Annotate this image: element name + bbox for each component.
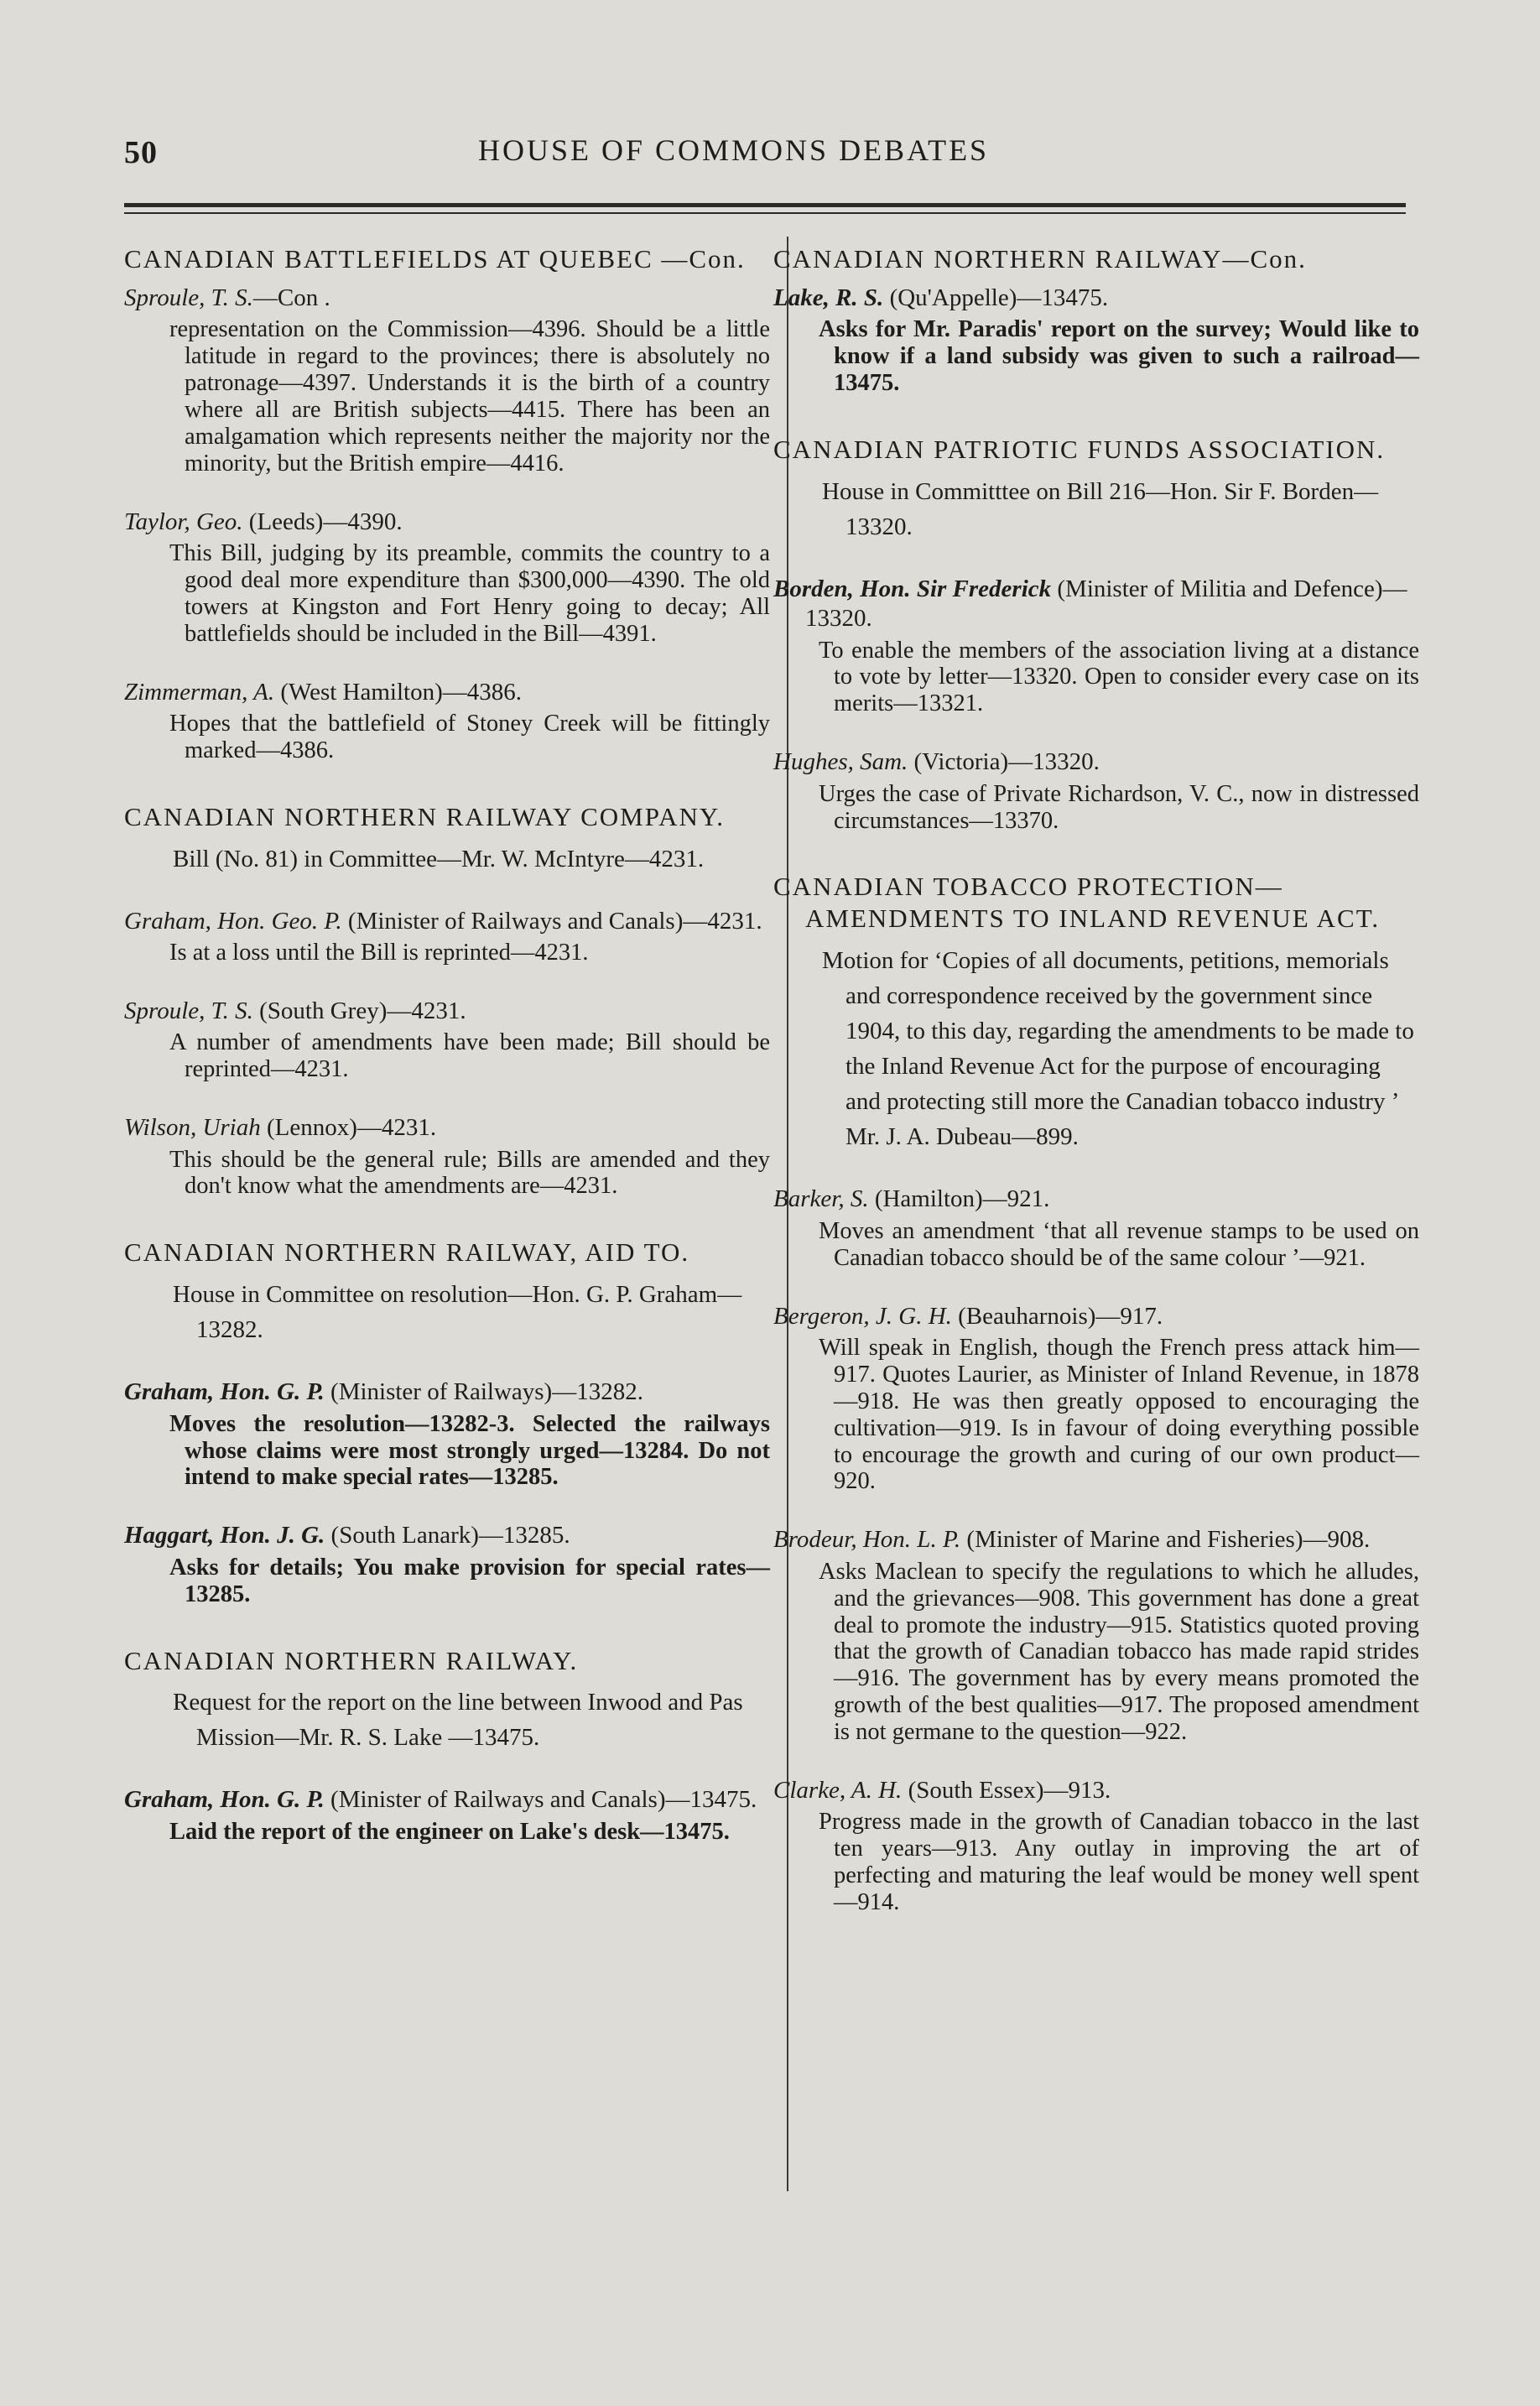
speaker-line xyxy=(773,1525,1419,1555)
speaker-detail: (South Lanark)—13285. xyxy=(325,1522,570,1549)
speaker-detail: (Hamilton)—921. xyxy=(868,1185,1050,1213)
speaker-entry xyxy=(773,1525,1419,1746)
section-heading: CANADIAN NORTHERN RAILWAY—Con. xyxy=(773,244,1307,273)
speaker-line xyxy=(773,284,1419,313)
speaker-name: Clarke, A. H. xyxy=(773,1777,903,1804)
speaker-name: Sproule, T. S. xyxy=(124,284,253,311)
speaker-name: Graham, Hon. Geo. P. xyxy=(124,907,342,935)
entry-body: This Bill, judging by its preamble, commits the country to a good deal more expenditure than $300,000—4390. The old towers at Kingston and Fort Henry going to decay; All battlefields should be included in the Bill—4391. xyxy=(169,540,770,647)
entry-body: Moves the resolution—13282-3. Selected the railways whose claims were most strongly urged—13284. Do not intend to make special rates—13285. xyxy=(169,1410,770,1491)
speaker-detail: (Minister of Railways and Canals)—13475. xyxy=(324,1786,757,1814)
speaker-detail: (South Grey)—4231. xyxy=(252,997,466,1024)
speaker-entry xyxy=(124,284,770,477)
entry-body: Asks for details; You make provision for special rates—13285. xyxy=(169,1554,770,1607)
speaker-entry xyxy=(124,997,770,1083)
speaker-line xyxy=(773,1776,1419,1805)
speaker-name: Barker, S. xyxy=(773,1185,869,1213)
speaker-line xyxy=(124,678,770,707)
speaker-detail: (Victoria)—13320. xyxy=(908,748,1100,776)
speaker-detail: —Con . xyxy=(252,284,330,311)
entry-body: This should be the general rule; Bills are amended and they don't know what the amendments are—4231. xyxy=(169,1146,770,1200)
speaker-detail: (Lennox)—4231. xyxy=(260,1114,437,1142)
page-number: 50 xyxy=(124,135,158,170)
speaker-name: Graham, Hon. G. P. xyxy=(124,1786,325,1814)
section-lead: Motion for ‘Copies of all documents, petitions, memorials and correspondence received by the government since 1904, to this day, regarding the amendments to be made to the Inland Revenue Act for the purpose of encouraging and protecting still more the Canadian tobacco industry ’ Mr. J. A. Dubeau—899. xyxy=(822,947,1414,1151)
speaker-entry xyxy=(124,508,770,648)
section-lead: House in Committtee on Bill 216—Hon. Sir F. Borden—13320. xyxy=(822,477,1379,540)
header-rule-thin xyxy=(124,212,1406,214)
speaker-name: Graham, Hon. G. P. xyxy=(124,1378,325,1406)
section-lead: Bill (No. 81) in Committee—Mr. W. McIntyre—4231. xyxy=(173,845,705,872)
speaker-line xyxy=(773,1302,1419,1331)
speaker-entry xyxy=(124,1377,770,1491)
header-rule-thick xyxy=(124,203,1406,207)
speaker-line xyxy=(124,1521,770,1550)
speaker-detail: (Beauharnois)—917. xyxy=(951,1302,1163,1330)
section-heading: CANADIAN BATTLEFIELDS AT QUEBEC —Con. xyxy=(124,244,746,273)
speaker-detail: (West Hamilton)—4386. xyxy=(274,678,522,706)
section-lead: House in Committee on resolution—Hon. G. P. Graham—13282. xyxy=(173,1281,742,1344)
speaker-entry xyxy=(773,575,1419,717)
speaker-entry xyxy=(773,284,1419,397)
speaker-entry xyxy=(124,1521,770,1607)
speaker-line xyxy=(124,1113,770,1143)
speaker-detail: (Leeds)—4390. xyxy=(242,508,403,535)
section-lead: Request for the report on the line between Inwood and Pas Mission—Mr. R. S. Lake —13475. xyxy=(173,1689,743,1752)
section-heading: CANADIAN NORTHERN RAILWAY COMPANY. xyxy=(124,801,726,831)
section-heading: CANADIAN TOBACCO PROTECTION—AMENDMENTS TO INLAND REVENUE ACT. xyxy=(773,872,1381,934)
speaker-detail: (Minister of Militia and Defence)—13320. xyxy=(805,575,1407,633)
speaker-name: Lake, R. S. xyxy=(773,284,884,311)
speaker-line xyxy=(124,1377,770,1407)
entry-body: To enable the members of the association living at a distance to vote by letter—13320. Open to consider every case on its merits—13321. xyxy=(819,637,1419,717)
speaker-line xyxy=(773,747,1419,777)
section-heading: CANADIAN NORTHERN RAILWAY. xyxy=(124,1645,579,1675)
speaker-detail: (Qu'Appelle)—13475. xyxy=(883,284,1109,311)
speaker-entry xyxy=(773,1302,1419,1496)
speaker-line xyxy=(124,1785,770,1815)
speaker-name: Bergeron, J. G. H. xyxy=(773,1302,952,1330)
entry-body: Asks Maclean to specify the regulations to which he alludes, and the grievances—908. This government has done a great deal to promote the industry—915. Statistics quoted proving that the growth of Canadian tobacco has made rapid strides—916. The government has by every means promoted the growth of the best qualities—917. The proposed amendment is not germane to the question—922. xyxy=(819,1558,1419,1746)
entry-body: Is at a loss until the Bill is reprinted—4231. xyxy=(169,940,589,966)
speaker-detail: (Minister of Marine and Fisheries)—908. xyxy=(960,1526,1371,1554)
speaker-name: Zimmerman, A. xyxy=(124,678,275,706)
speaker-detail: (Minister of Railways and Canals)—4231. xyxy=(341,907,762,935)
speaker-line xyxy=(124,508,770,537)
speaker-name: Brodeur, Hon. L. P. xyxy=(773,1526,961,1554)
section-heading: CANADIAN PATRIOTIC FUNDS ASSOCIATION. xyxy=(773,434,1386,464)
entry-body: Asks for Mr. Paradis' report on the survey; Would like to know if a land subsidy was given to such a railroad—13475. xyxy=(819,316,1419,396)
speaker-name: Borden, Hon. Sir Frederick xyxy=(773,575,1052,602)
entry-body: A number of amendments have been made; Bill should be reprinted—4231. xyxy=(169,1029,770,1083)
entry-body: Laid the report of the engineer on Lake's desk—13475. xyxy=(169,1818,730,1845)
speaker-entry xyxy=(124,1113,770,1200)
speaker-detail: (Minister of Railways)—13282. xyxy=(324,1378,643,1406)
speaker-name: Sproule, T. S. xyxy=(124,997,253,1024)
entry-body: Will speak in English, though the French press attack him—917. Quotes Laurier, as Minister of Inland Revenue, in 1878—918. He was then greatly opposed to encouraging the cultivation—919. Is in favour of doing everything possible to encourage the growth and curing of our own product—920. xyxy=(819,1334,1419,1495)
speaker-entry xyxy=(773,747,1419,834)
entry-body: Urges the case of Private Richardson, V. C., now in distressed circumstances—13370. xyxy=(819,780,1419,834)
speaker-name: Taylor, Geo. xyxy=(124,508,243,535)
speaker-entry xyxy=(124,907,770,966)
speaker-line xyxy=(124,907,770,936)
speaker-line xyxy=(773,575,1419,634)
right-column xyxy=(773,243,1419,1916)
speaker-detail: (South Essex)—913. xyxy=(902,1777,1111,1804)
speaker-entry xyxy=(773,1185,1419,1271)
entry-body: Hopes that the battlefield of Stoney Creek will be fittingly marked—4386. xyxy=(169,711,770,763)
entry-body: Progress made in the growth of Canadian tobacco in the last ten years—913. Any outlay in improving the art of perfecting and maturing the leaf would be money well spent—914. xyxy=(819,1809,1419,1916)
speaker-name: Wilson, Uriah xyxy=(124,1114,261,1142)
speaker-entry xyxy=(773,1776,1419,1916)
running-title: HOUSE OF COMMONS DEBATES xyxy=(478,133,990,167)
speaker-line xyxy=(124,997,770,1026)
speaker-entry xyxy=(124,678,770,764)
section-heading: CANADIAN NORTHERN RAILWAY, AID TO. xyxy=(124,1237,690,1268)
entry-body: representation on the Commission—4396. Should be a little latitude in regard to the provinces; there is absolutely no patronage—4397. Understands it is the birth of a country where all are British subjects—4415. There has been an amalgamation which represents neither the majority nor the minority, but the British empire—4416. xyxy=(169,316,770,477)
speaker-entry xyxy=(124,1785,770,1845)
left-column xyxy=(124,243,770,1846)
speaker-line xyxy=(773,1185,1419,1214)
speaker-name: Hughes, Sam. xyxy=(773,748,908,776)
speaker-line xyxy=(124,284,770,313)
speaker-name: Haggart, Hon. J. G. xyxy=(124,1522,325,1549)
entry-body: Moves an amendment ‘that all revenue stamps to be used on Canadian tobacco should be of the same colour ’—921. xyxy=(819,1217,1419,1271)
